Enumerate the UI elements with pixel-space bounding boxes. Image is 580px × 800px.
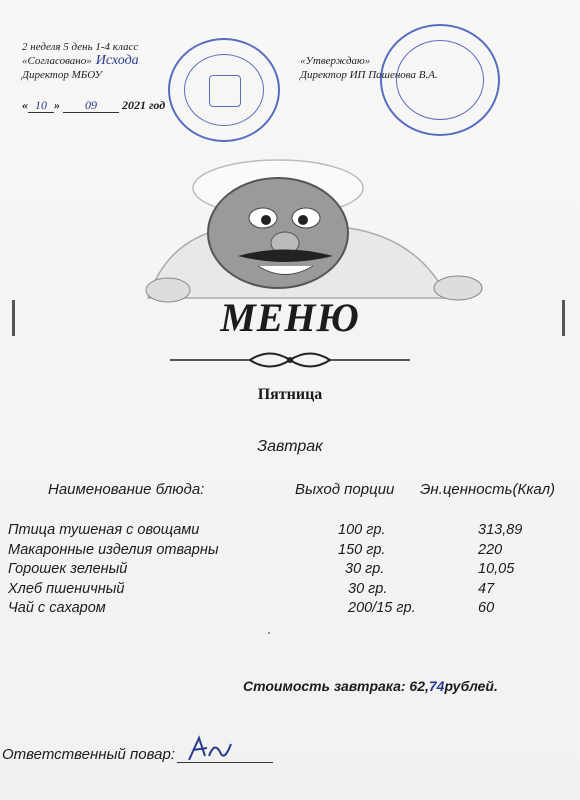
date-open-quote: « bbox=[22, 98, 28, 112]
director-ip-label: Директор ИП Пашенова В.А. bbox=[300, 69, 438, 81]
menu-item-row bbox=[0, 522, 580, 542]
ornament-divider-icon bbox=[170, 345, 410, 375]
dish-portion: 150 гр. bbox=[338, 541, 386, 558]
column-header-name: Наименование блюда: bbox=[48, 481, 205, 498]
school-seal-stamp bbox=[168, 38, 280, 142]
seal-inner-ring bbox=[396, 40, 484, 120]
breakfast-cost bbox=[243, 678, 498, 694]
seal-emblem-icon bbox=[209, 75, 241, 107]
dish-name: Чай с сахаром bbox=[8, 600, 106, 616]
dish-name: Горошек зеленый bbox=[8, 561, 128, 577]
column-header-energy: Эн.ценность(Ккал) bbox=[420, 481, 556, 498]
menu-item-row bbox=[0, 600, 580, 620]
date-day: 10 bbox=[28, 98, 54, 113]
column-header-portion: Выход порции bbox=[295, 481, 395, 498]
dish-portion: 30 гр. bbox=[348, 580, 388, 597]
chef-illustration bbox=[128, 148, 508, 308]
date-close-quote: » bbox=[54, 98, 60, 112]
agreed-label: «Согласовано» bbox=[22, 55, 92, 67]
responsible-cook-line bbox=[2, 744, 273, 763]
date-line bbox=[22, 98, 165, 113]
dish-portion: 100 гр. bbox=[338, 522, 386, 538]
dish-name: Птица тушеная с овощами bbox=[8, 522, 200, 538]
left-signature: Исхода bbox=[95, 53, 139, 68]
menu-title: МЕНЮ bbox=[220, 295, 360, 340]
cost-label: Стоимость завтрака: 62, bbox=[243, 678, 429, 694]
cook-label: Ответственный повар: bbox=[2, 746, 176, 763]
cost-handwritten-kopecks: 74 bbox=[428, 678, 445, 694]
menu-items-list bbox=[0, 522, 580, 620]
director-school-label: Директор МБОУ bbox=[22, 69, 102, 81]
dish-energy: 47 bbox=[478, 580, 495, 597]
cost-currency: рублей. bbox=[444, 678, 498, 694]
stray-dot bbox=[268, 632, 270, 634]
meal-name: Завтрак bbox=[257, 438, 323, 455]
date-month: 09 bbox=[63, 98, 119, 113]
dish-name: Хлеб пшеничный bbox=[8, 580, 125, 597]
day-name: Пятница bbox=[257, 386, 323, 403]
cook-signature-line bbox=[177, 744, 273, 763]
ip-seal-stamp bbox=[380, 24, 500, 136]
week-line: 2 неделя 5 день 1-4 класс bbox=[22, 41, 139, 53]
dish-name: Макаронные изделия отварны bbox=[8, 541, 219, 558]
dish-energy: 313,89 bbox=[478, 522, 523, 538]
dish-energy: 60 bbox=[478, 600, 495, 616]
approve-label: «Утверждаю» bbox=[300, 55, 371, 67]
dish-portion: 200/15 гр. bbox=[348, 600, 416, 616]
menu-item-row bbox=[0, 581, 580, 601]
date-year: 2021 год bbox=[122, 98, 166, 112]
menu-item-row bbox=[0, 561, 580, 581]
dish-energy: 10,05 bbox=[478, 561, 515, 577]
cook-signature-icon bbox=[185, 734, 235, 764]
dish-portion: 30 гр. bbox=[345, 561, 385, 577]
menu-item-row bbox=[0, 542, 580, 562]
dish-energy: 220 bbox=[478, 541, 503, 558]
